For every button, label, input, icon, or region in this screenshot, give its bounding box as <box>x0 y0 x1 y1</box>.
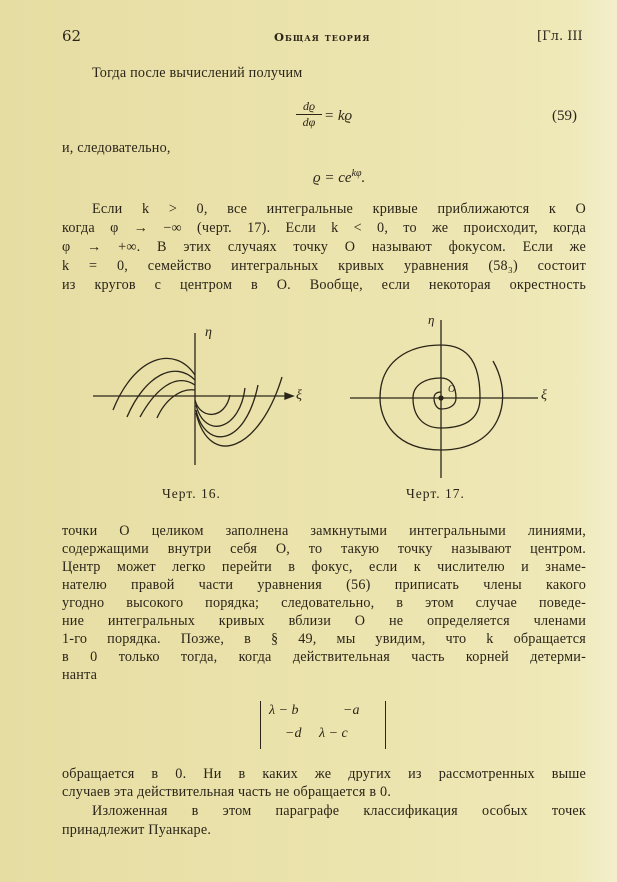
page-number: 62 <box>62 27 82 45</box>
figure-16-caption: Черт. 16. <box>162 486 221 501</box>
figure-17-caption: Черт. 17. <box>406 486 465 501</box>
text-line: Изложенная в этом параграфе классификация особых точек <box>92 803 586 819</box>
fig17-origin-label: O <box>448 384 456 395</box>
fig16-xi-label: ξ <box>296 388 302 403</box>
text-line: Тогда после вычислений получим <box>92 65 303 81</box>
fig17-eta-label: η <box>428 312 435 327</box>
curve <box>196 385 258 437</box>
fig17-xi-label: ξ <box>541 388 547 403</box>
det-a12: −a <box>343 703 360 718</box>
curve <box>140 381 195 417</box>
text-line: k = 0, семейство интегральных кривых уравнения (58₃) состоит <box>62 258 586 274</box>
det-a22: λ − c <box>319 726 348 741</box>
text-line: 1-го порядка. Позже, в § 49, мы увидим, что k обращается <box>62 631 586 647</box>
curve <box>196 377 282 446</box>
text-line: содержащими внутри себя O, то такую точку называют центром. <box>62 541 586 557</box>
figure-17 <box>350 320 538 478</box>
curve <box>195 395 230 414</box>
equation-number: (59) <box>552 108 577 124</box>
text-line: в 0 только тогда, когда действительная часть корней детерми- <box>62 649 586 665</box>
text-line: и, следовательно, <box>62 140 171 156</box>
eq59-rhs: = kϱ <box>324 108 353 124</box>
text-line: угодно высокого порядка; следовательно, в этом случае поведе- <box>62 595 586 611</box>
text-line: из кругов с центром в O. Вообще, если некоторая окрестность <box>62 277 586 293</box>
determinant <box>260 701 386 749</box>
arrow-icon <box>285 393 293 399</box>
eq59-denominator: dφ <box>302 115 316 129</box>
solution-base: ϱ = ce <box>313 170 352 186</box>
eq59-numerator: dϱ <box>296 99 322 115</box>
origin-point <box>439 396 443 400</box>
det-a11: λ − b <box>269 703 299 718</box>
text-line: ние интегральных кривых вблизи O не определяется членами <box>62 613 586 629</box>
curve <box>196 388 245 426</box>
running-title: Общая теория <box>274 30 371 44</box>
solution-end: . <box>361 170 366 186</box>
figure-16 <box>93 333 293 465</box>
text-line: случаев эта действительная часть не обращается в 0. <box>62 784 392 800</box>
text-line: обращается в 0. Ни в каких же других из рассмотренных выше <box>62 766 586 782</box>
text-line: нанта <box>62 667 98 683</box>
text-line: Центр может легко перейти в фокус, если к числителю и знаме- <box>62 559 586 575</box>
text-line: принадлежит Пуанкаре. <box>62 822 212 838</box>
curve <box>157 390 195 418</box>
text-line: нателю правой части уравнения (56) приписать члены какого <box>62 577 586 593</box>
chapter-label: [Гл. III <box>537 29 583 44</box>
solution-exponent: kφ <box>351 168 362 179</box>
text-line: когда φ → −∞ (черт. 17). Если k < 0, то же происходит, когда <box>62 220 586 236</box>
det-a21: −d <box>285 726 302 741</box>
text-line: φ → +∞. В этих случаях точку O называют фокусом. Если же <box>62 239 586 255</box>
fig16-eta-label: η <box>205 325 212 340</box>
curve <box>113 358 195 410</box>
text-line: точки O целиком заполнена замкнутыми интегральными линиями, <box>62 523 586 539</box>
text-line: Если k > 0, все интегральные кривые приближаются к O <box>92 201 586 217</box>
